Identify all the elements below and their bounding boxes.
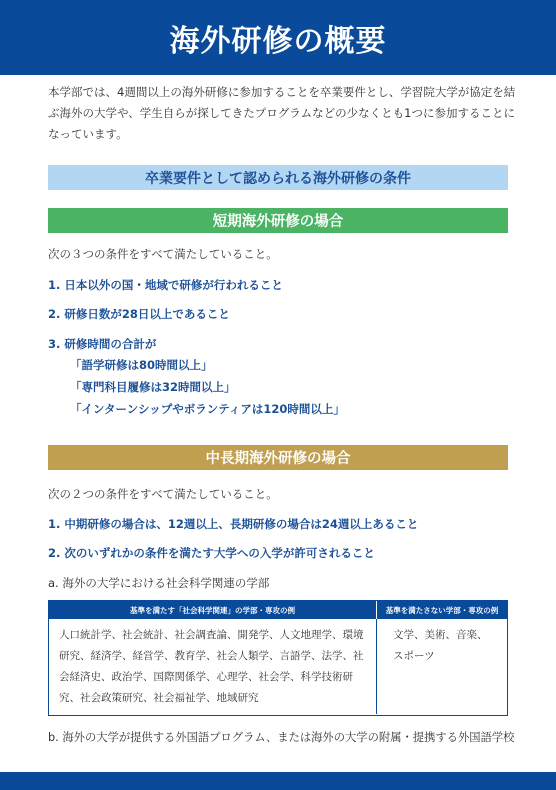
short-term-sub-internship: 「インターンシップやボランティアは120時間以上」 — [70, 402, 345, 416]
short-term-heading: 短期海外研修の場合 — [48, 208, 508, 233]
long-term-option-b: b. 海外の大学が提供する外国語プログラム、または海外の大学の附属・提携する外国語学校 — [48, 731, 515, 744]
section-heading-conditions: 卒業要件として認められる海外研修の条件 — [48, 165, 508, 190]
table-row — [49, 619, 507, 714]
long-term-heading: 中長期海外研修の場合 — [48, 445, 508, 470]
short-term-condition-3: 3. 研修時間の合計が — [48, 337, 157, 351]
table-cell-not-meets: 文学、美術、音楽、スポーツ — [376, 619, 507, 714]
long-term-condition-1: 1. 中期研修の場合は、12週以上、長期研修の場合は24週以上あること — [48, 517, 419, 531]
table-header-not-meets: 基準を満たさない学部・専攻の例 — [376, 601, 507, 619]
footer-bar — [0, 772, 556, 790]
short-term-sub-specialized: 「専門科目履修は32時間以上」 — [70, 380, 236, 394]
short-term-condition-2: 2. 研修日数が28日以上であること — [48, 307, 230, 321]
long-term-condition-2: 2. 次のいずれかの条件を満たす大学への入学が許可されること — [48, 546, 375, 560]
intro-paragraph: 本学部では、4週間以上の海外研修に参加することを卒業要件とし、学習院大学が協定を結ぶ海外の大学や、学生自らが探してきたプログラムなどの少なくとも1つに参加することになっています。 — [48, 85, 516, 141]
long-term-lead: 次の２つの条件をすべて満たしていること。 — [48, 487, 278, 501]
short-term-lead: 次の３つの条件をすべて満たしていること。 — [48, 247, 278, 261]
table-cell-meets: 人口統計学、社会統計、社会調査論、開発学、人文地理学、環境研究、経済学、経営学、教育学、社会人類学、言語学、法学、社会経済史、政治学、国際関係学、心理学、社会学、科学技術研究、社会政策研究、社会福祉学、地域研究 — [59, 629, 364, 704]
long-term-option-a: a. 海外の大学における社会科学関連の学部 — [48, 576, 270, 590]
short-term-sub-language: 「語学研修は80時間以上」 — [70, 358, 213, 372]
page-title: 海外研修の概要 — [0, 0, 556, 75]
table-header — [49, 601, 507, 619]
disciplines-table — [48, 600, 508, 716]
table-header-meets: 基準を満たす「社会科学関連」の学部・専攻の例 — [130, 605, 295, 615]
short-term-condition-1: 1. 日本以外の国・地域で研修が行われること — [48, 278, 283, 292]
